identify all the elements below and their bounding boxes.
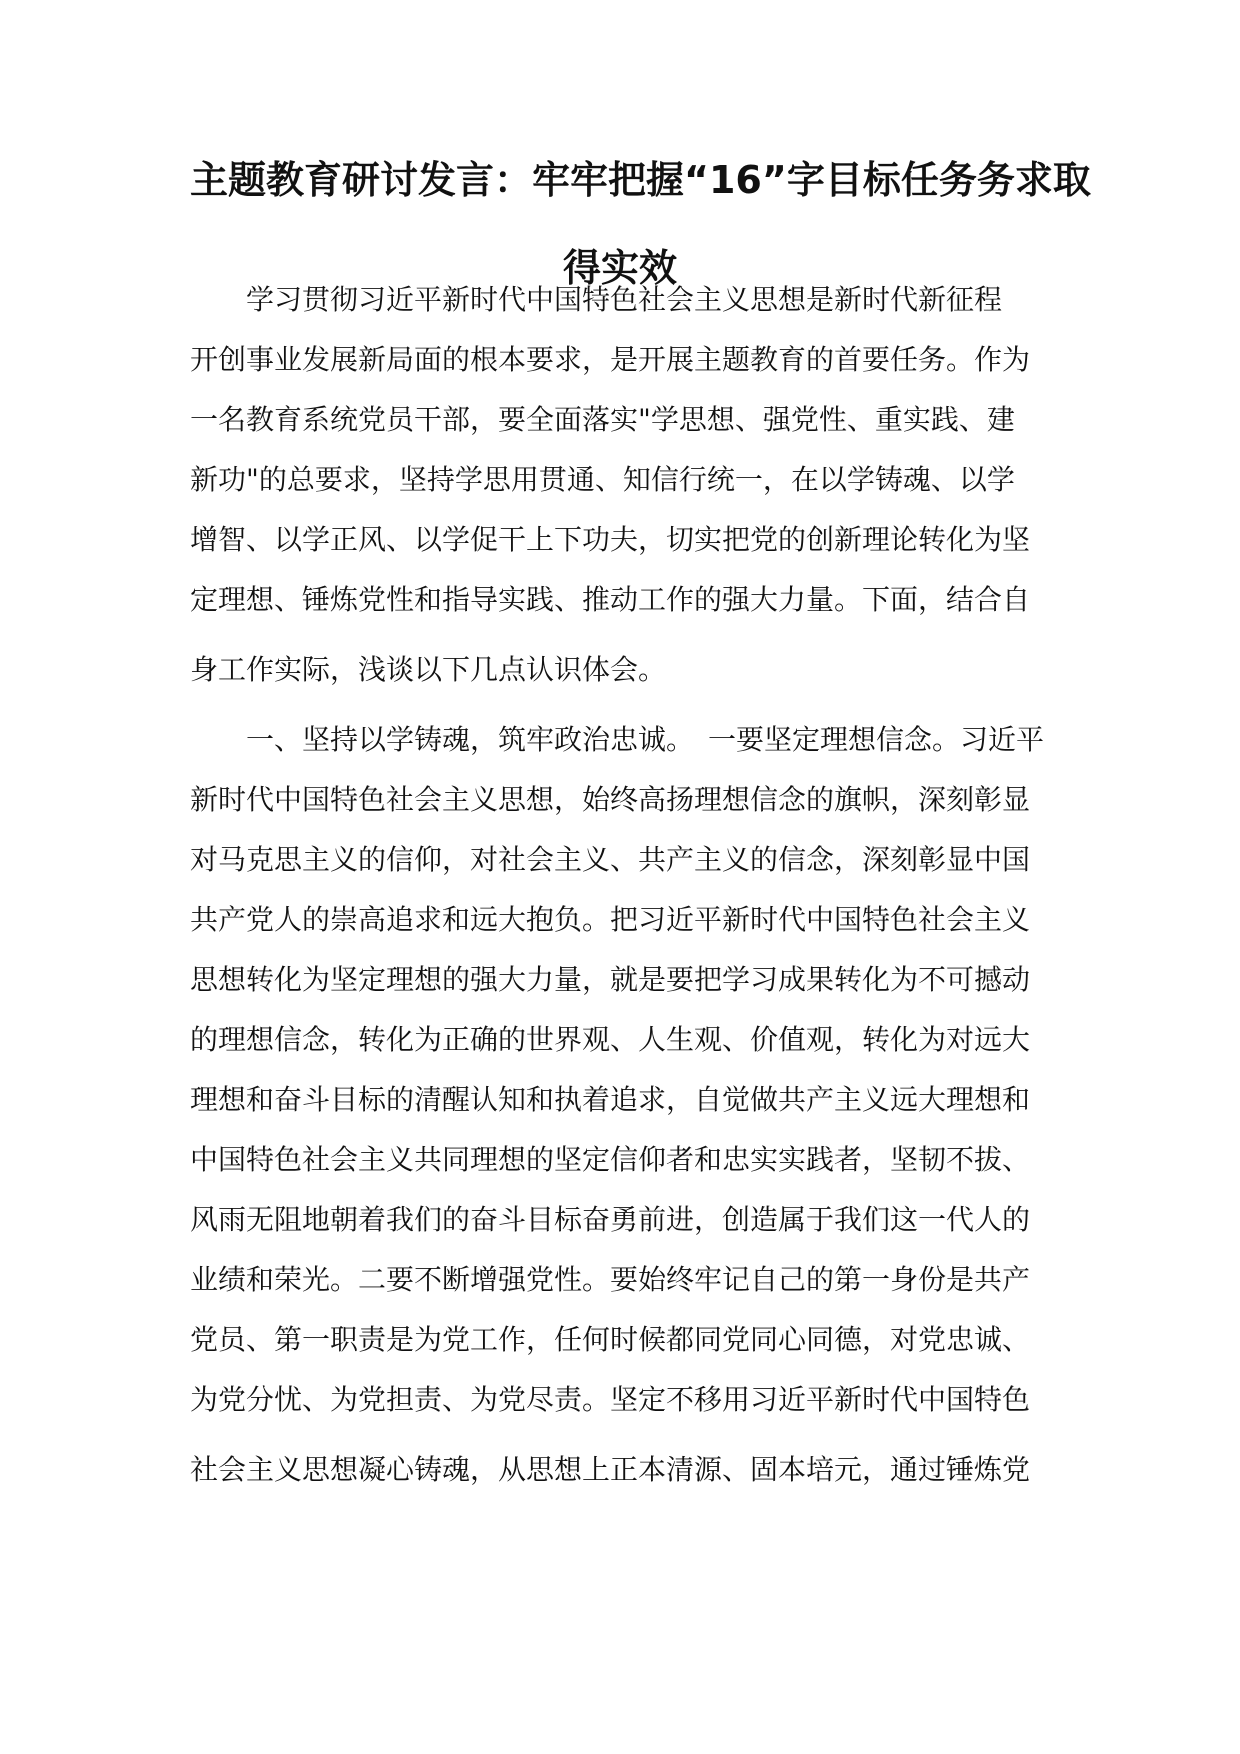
body-line: 新功"的总要求，坚持学思用贯通、知信行统一，在以学铸魂、以学 bbox=[190, 463, 1015, 496]
document-title-line-1: 主题教育研讨发言：牢牢把握“16”字目标任务务求取 bbox=[190, 158, 1091, 202]
body-line: 为党分忧、为党担责、为党尽责。坚定不移用习近平新时代中国特色 bbox=[190, 1383, 1031, 1416]
body-line: 风雨无阻地朝着我们的奋斗目标奋勇前进，创造属于我们这一代人的 bbox=[190, 1203, 1031, 1236]
body-line: 身工作实际，浅谈以下几点认识体会。 bbox=[190, 653, 667, 686]
body-line: 社会主义思想凝心铸魂，从思想上正本清源、固本培元，通过锤炼党 bbox=[190, 1453, 1031, 1486]
body-line: 的理想信念，转化为正确的世界观、人生观、价值观，转化为对远大 bbox=[190, 1023, 1031, 1056]
section-heading-line: 一、坚持以学铸魂，筑牢政治忠诚。 一要坚定理想信念。习近平 bbox=[190, 723, 1045, 756]
body-line: 新时代中国特色社会主义思想，始终高扬理想信念的旗帜，深刻彰显 bbox=[190, 783, 1031, 816]
body-line: 共产党人的崇高追求和远大抱负。把习近平新时代中国特色社会主义 bbox=[190, 903, 1031, 936]
body-line: 中国特色社会主义共同理想的坚定信仰者和忠实实践者，坚韧不拔、 bbox=[190, 1143, 1031, 1176]
body-line: 开创事业发展新局面的根本要求，是开展主题教育的首要任务。作为 bbox=[190, 343, 1031, 376]
body-line: 党员、第一职责是为党工作，任何时候都同党同心同德，对党忠诚、 bbox=[190, 1323, 1031, 1356]
body-line: 增智、以学正风、以学促干上下功夫，切实把党的创新理论转化为坚 bbox=[190, 523, 1031, 556]
body-line: 定理想、锤炼党性和指导实践、推动工作的强大力量。下面，结合自 bbox=[190, 583, 1031, 616]
body-line: 对马克思主义的信仰，对社会主义、共产主义的信念，深刻彰显中国 bbox=[190, 843, 1031, 876]
body-line: 学习贯彻习近平新时代中国特色社会主义思想是新时代新征程 bbox=[190, 283, 1003, 316]
body-line: 业绩和荣光。二要不断增强党性。要始终牢记自己的第一身份是共产 bbox=[190, 1263, 1031, 1296]
body-line: 思想转化为坚定理想的强大力量，就是要把学习成果转化为不可撼动 bbox=[190, 963, 1031, 996]
body-line: 理想和奋斗目标的清醒认知和执着追求，自觉做共产主义远大理想和 bbox=[190, 1083, 1031, 1116]
document-title-line-2: 得实效 bbox=[562, 246, 677, 290]
body-line: 一名教育系统党员干部，要全面落实"学思想、强党性、重实践、建 bbox=[190, 403, 1015, 436]
